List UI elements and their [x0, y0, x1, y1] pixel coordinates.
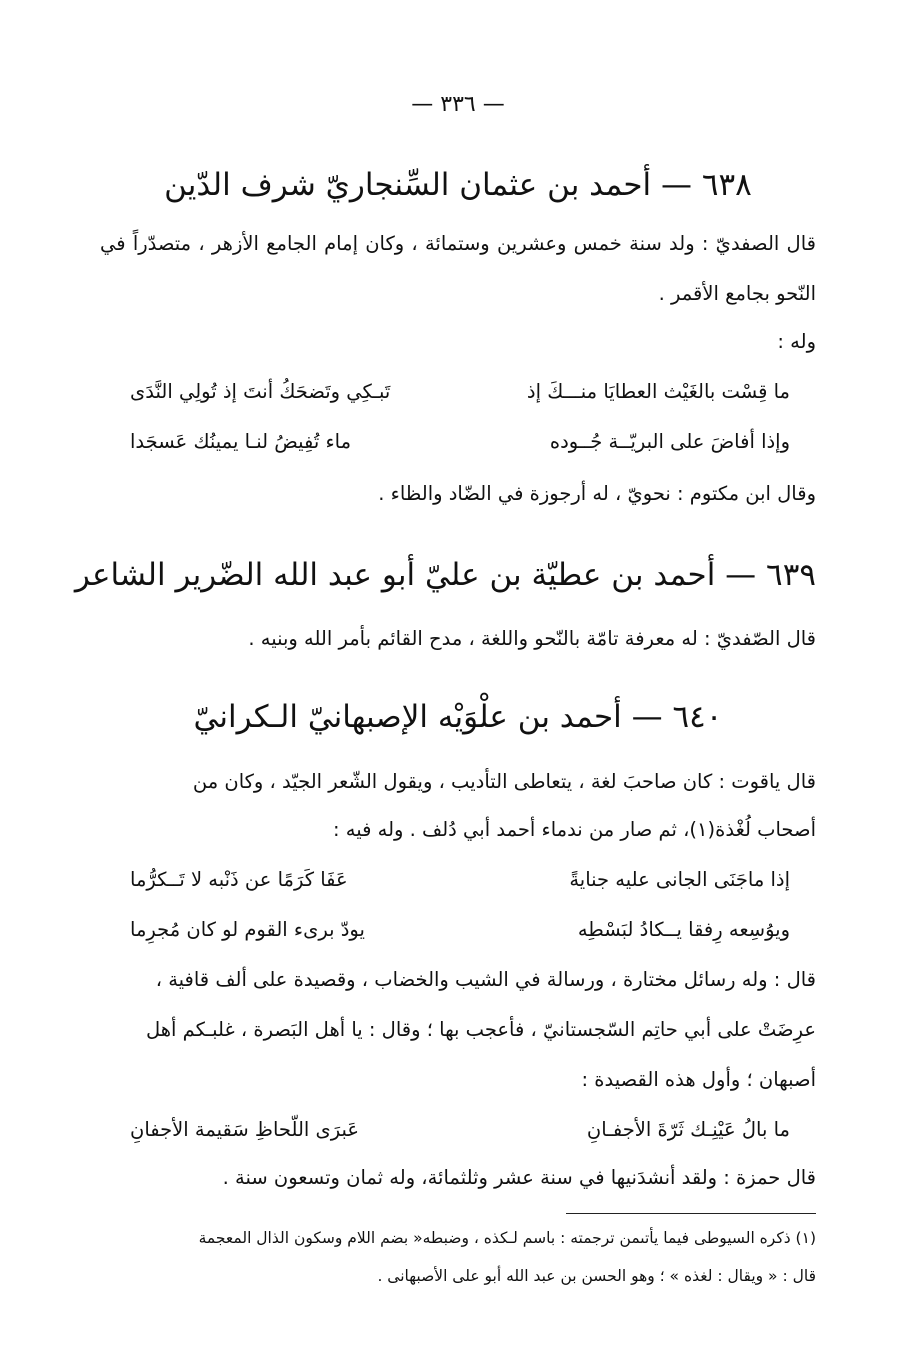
entry-text-640-line: أصبهان ؛ وأول هذه القصيدة : [581, 1068, 816, 1091]
verse-second-hemistich: تَبـكِي وتَضحَكُ أنتَ إذ تُولِي النَّدَى [130, 380, 391, 403]
entry-text-640-line: قال : وله رسائل مختارة ، ورسالة في الشيب والخضاب ، وقصيدة على ألف قافية ، [155, 968, 816, 991]
verse-first-hemistich: ما قِسْت بالغَيْث العطايَا منـــكَ إذ [526, 380, 790, 403]
entry-heading-639: ٦٣٩ — أحمد بن عطيّة بن عليّ أبو عبد الله الضّرير الشاعر [74, 557, 816, 593]
verse-intro-638: وله : [777, 330, 816, 353]
entry-text-638: قال الصفديّ : ولد سنة خمس وعشرين وستمائة ، وكان إمام الجامع الأزهر ، متصدّراً في النّحو بجامع الأقمر . [100, 232, 816, 305]
entry-text-639: قال الصّفديّ : له معرفة تامّة بالنّحو واللغة ، مدح القائم بأمر الله وبنيه . [248, 627, 816, 650]
verse-second-hemistich: عَبرَى اللّحاظِ سَقيمة الأجفانِ [130, 1118, 360, 1141]
book-page [74, 0, 816, 1349]
footnote-separator [566, 1213, 816, 1214]
verse-first-hemistich: إذا ماجَنَى الجانى عليه جنايةً [569, 868, 790, 891]
verse-line [130, 372, 790, 412]
verse-second-hemistich: ماء تُفِيضُ لنـا يمينُك عَسجَدا [130, 430, 352, 453]
verse-first-hemistich: وإذا أفاضَ على البريّــة جُــوده [549, 430, 790, 453]
verse-first-hemistich: ما بالُ عَيْنِـك ثَرّةَ الأجفـانِ [586, 1118, 790, 1141]
verse-line [130, 422, 790, 462]
page-number: — ٣٣٦ — [411, 92, 505, 117]
verse-second-hemistich: يودّ برىء القوم لو كان مُجرِما [130, 918, 365, 941]
verse-second-hemistich: عَفَا كَرَمًا عن ذَنْبه لا تَــكرُّما [130, 868, 348, 891]
verse-line [130, 860, 790, 900]
verse-line [130, 910, 790, 950]
entry-heading-640: ٦٤٠ — أحمد بن علْوَيْه الإصبهانيّ الـكرانيّ [193, 699, 723, 735]
footnote-line: قال : « ويقال : لغذه » ؛ وهو الحسن بن عبد الله أبو على الأصبهانى . [377, 1267, 816, 1285]
verse-line [130, 1110, 790, 1150]
entry-text-640-line: قال ياقوت : كان صاحبَ لغة ، يتعاطى التأديب ، ويقول الشّعر الجيّد ، وكان من [192, 770, 816, 793]
footnote-line: (١) ذكره السيوطى فيما يأتىمن ترجمته : باسم لـكذه ، وضبطه« بضم اللام وسكون الذال المعجمة [198, 1229, 816, 1247]
verse-first-hemistich: ويوُسِعه رِفقا يــكادُ لبَسْطِه [577, 918, 790, 941]
entry-closing-640: قال حمزة : ولقد أنشدَنيها في سنة عشر وثلثمائة، وله ثمان وتسعون سنة . [222, 1166, 816, 1189]
entry-note-638: وقال ابن مكتوم : نحويّ ، له أرجوزة في الضّاد والظاء . [378, 482, 816, 505]
entry-heading-638: ٦٣٨ — أحمد بن عثمان السِّنجاريّ شرف الدّين [164, 167, 752, 203]
entry-text-640-line: عرِضَتْ على أبي حاتِم السّجستانيّ ، فأعجب بها ؛ وقال : يا أهل البَصرة ، غلبـكم أهل [146, 1018, 816, 1041]
entry-text-640-line: أصحاب لُغْذة(١)، ثم صار من ندماء أحمد أبي دُلف . وله فيه : [333, 818, 816, 841]
